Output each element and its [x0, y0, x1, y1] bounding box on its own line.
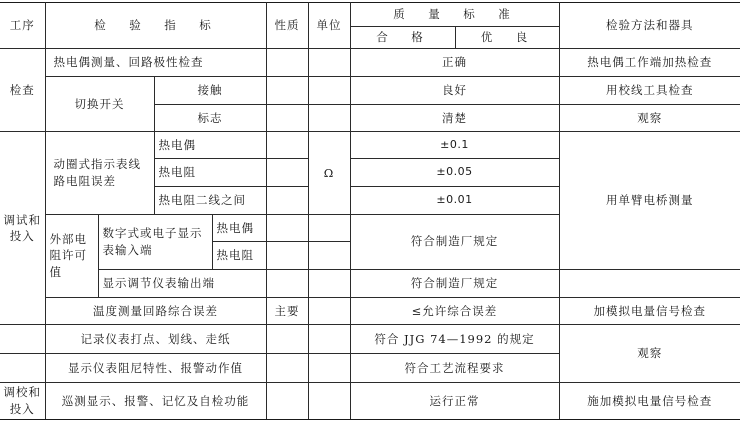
row-recorder-print: 记录仪表打点、划线、走纸 [45, 325, 266, 354]
nature-cell [266, 104, 308, 132]
sub-controller-output: 显示调节仪表输出端 [98, 269, 266, 297]
nature-cell [266, 242, 308, 270]
sub-thermocouple: 热电偶 [212, 214, 266, 242]
unit-ohm: Ω [308, 132, 350, 214]
nature-cell [266, 269, 308, 297]
method-observe: 观察 [559, 104, 740, 132]
standard-0-1: ±0.1 [350, 132, 559, 159]
standard-runs-normal: 运行正常 [350, 382, 559, 419]
nature-cell [266, 214, 308, 242]
sub-contact: 接触 [154, 76, 266, 104]
header-quality-standard: 质 量 标 准 [350, 3, 559, 27]
nature-cell [266, 354, 308, 383]
unit-cell [308, 297, 350, 325]
sub-thermocouple: 热电偶 [154, 132, 266, 159]
header-unit: 单位 [308, 3, 350, 49]
group-moving-coil-indicator: 动圈式指示表线路电阻误差 [45, 132, 154, 214]
method-cell-empty [559, 269, 740, 297]
nature-main: 主要 [266, 297, 308, 325]
standard-0-05: ±0.05 [350, 159, 559, 187]
unit-cell [308, 269, 350, 297]
nature-cell [266, 159, 308, 187]
row-damping-alarm: 显示仪表阻尼特性、报警动作值 [45, 354, 266, 383]
row-loop-total-error: 温度测量回路综合误差 [45, 297, 266, 325]
method-wire-tool: 用校线工具检查 [559, 76, 740, 104]
method-apply-analog-signal: 施加模拟电量信号检查 [559, 382, 740, 419]
header-excellent: 优 良 [455, 26, 559, 49]
unit-cell [308, 325, 350, 354]
group-switch: 切换开关 [45, 76, 154, 131]
standard-manufacturer: 符合制造厂规定 [350, 214, 559, 269]
nature-cell [266, 49, 308, 77]
standard-manufacturer: 符合制造厂规定 [350, 269, 559, 297]
header-process: 工序 [0, 3, 45, 49]
inspection-standard-table [0, 2, 740, 420]
standard-process-flow: 符合工艺流程要求 [350, 354, 559, 383]
standard-jjg: 符合 JJG 74—1992 的规定 [350, 325, 559, 354]
section-check: 检查 [0, 49, 45, 132]
method-analog-signal: 加模拟电量信号检查 [559, 297, 740, 325]
method-single-arm-bridge: 用单臂电桥测量 [559, 132, 740, 270]
sub-thermal-resistor: 热电阻 [212, 242, 266, 270]
standard-clear: 清楚 [350, 104, 559, 132]
header-qualified: 合 格 [350, 26, 455, 49]
section-cell-empty [0, 325, 45, 354]
group-digital-display-input: 数字式或电子显示表输入端 [98, 214, 212, 269]
unit-cell [308, 104, 350, 132]
nature-cell [266, 76, 308, 104]
header-nature: 性质 [266, 3, 308, 49]
sub-thermal-resistor: 热电阻 [154, 159, 266, 187]
section-calibrate: 调校和投入 [0, 382, 45, 419]
nature-cell [266, 132, 308, 159]
unit-cell [308, 242, 350, 270]
unit-cell [308, 76, 350, 104]
standard-good: 良好 [350, 76, 559, 104]
section-cell-empty [0, 354, 45, 383]
unit-cell [308, 354, 350, 383]
header-method: 检验方法和器具 [559, 3, 740, 49]
nature-cell [266, 382, 308, 419]
sub-resistor-two-wire: 热电阻二线之间 [154, 186, 266, 214]
unit-cell [308, 382, 350, 419]
nature-cell [266, 325, 308, 354]
group-external-resistance: 外部电阻许可值 [45, 214, 98, 297]
unit-cell [308, 214, 350, 242]
section-debug: 调试和投入 [0, 132, 45, 325]
sub-mark: 标志 [154, 104, 266, 132]
standard-correct: 正确 [350, 49, 559, 77]
row-thermocouple-polarity: 热电偶测量、回路极性检查 [45, 49, 266, 77]
row-patrol-display: 巡测显示、报警、记忆及自检功能 [45, 382, 266, 419]
header-item: 检 验 指 标 [45, 3, 266, 49]
standard-allowed-error: ≤允许综合误差 [350, 297, 559, 325]
method-observe: 观察 [559, 325, 740, 383]
unit-cell [308, 49, 350, 77]
nature-cell [266, 186, 308, 214]
standard-0-01: ±0.01 [350, 186, 559, 214]
method-hot-end-heating: 热电偶工作端加热检查 [559, 49, 740, 77]
